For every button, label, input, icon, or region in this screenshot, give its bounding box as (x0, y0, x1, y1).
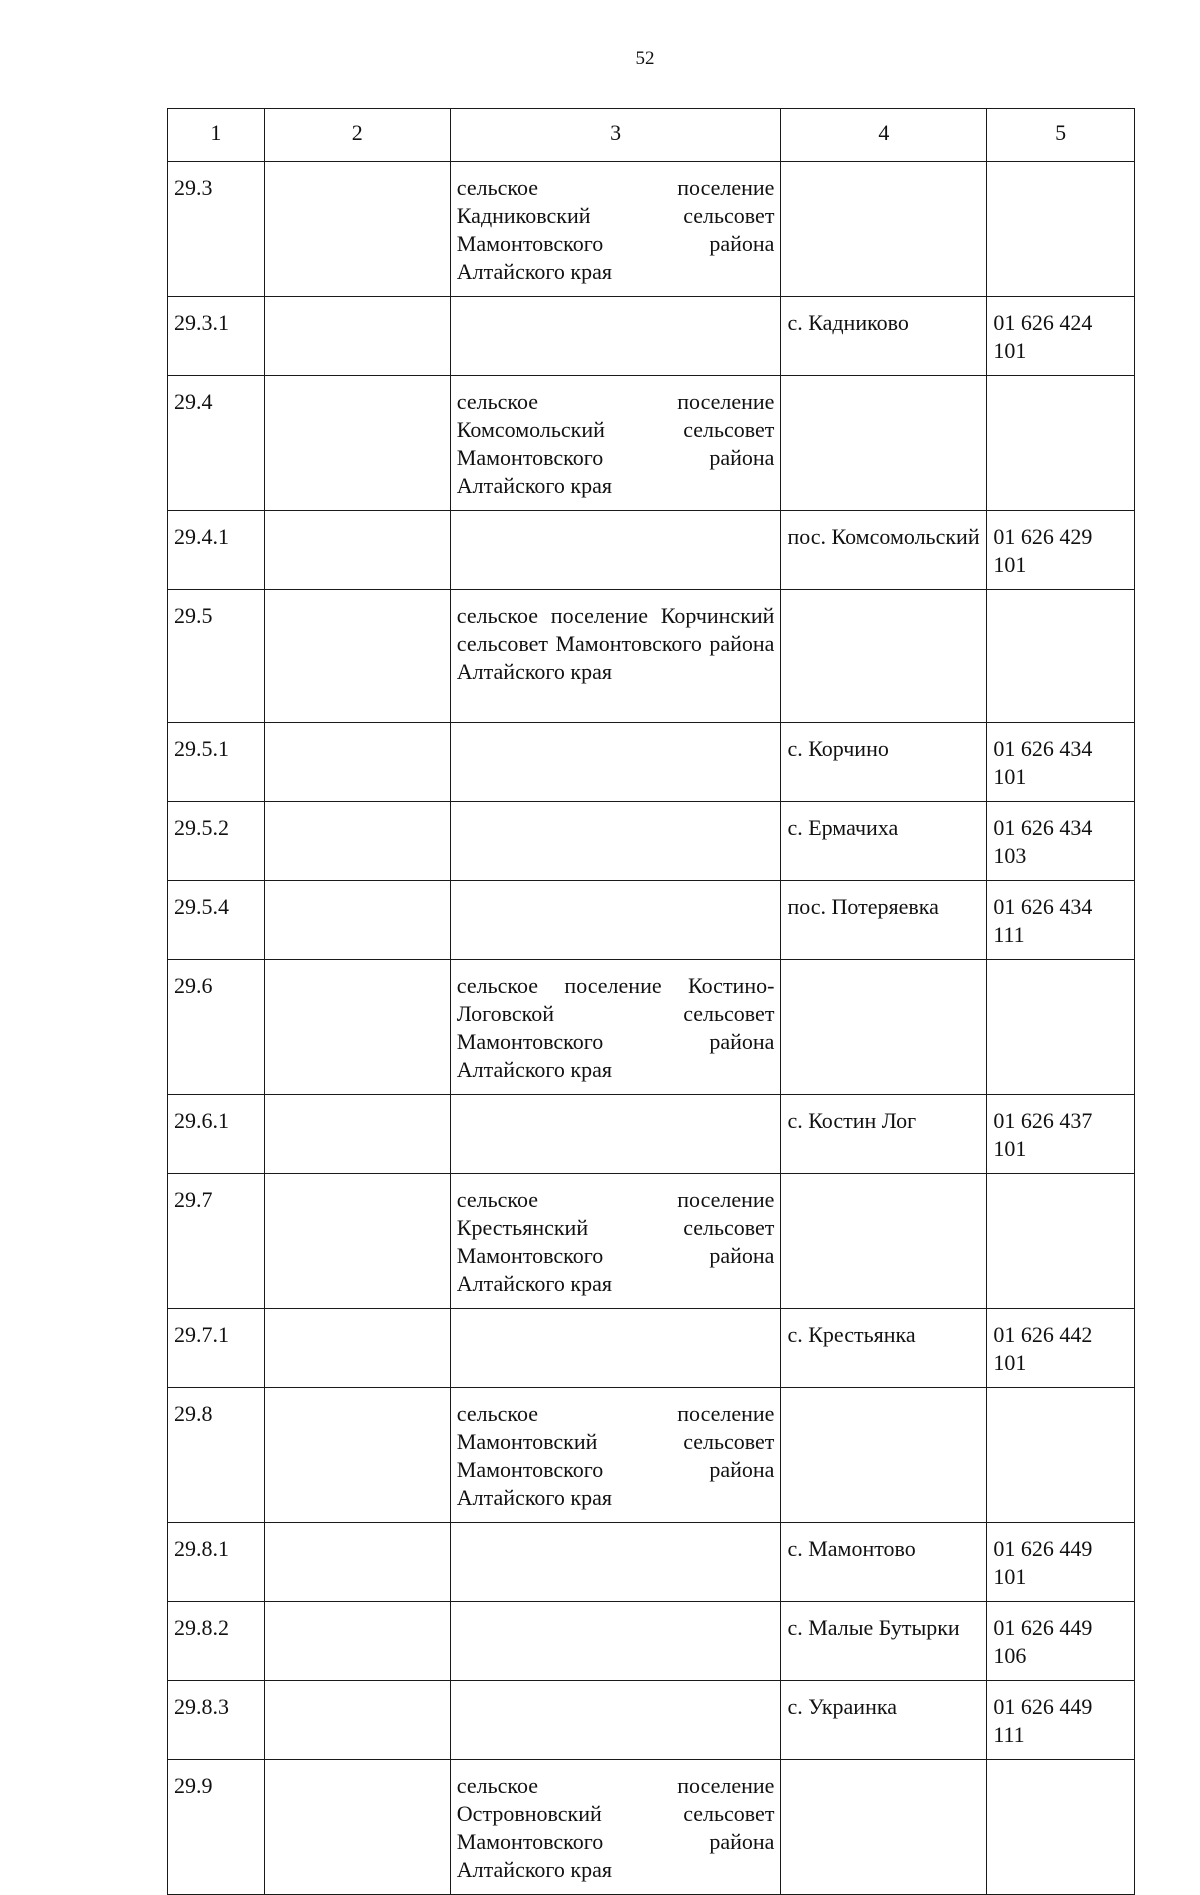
cell-col-2 (264, 723, 450, 802)
cell-col-3 (450, 1095, 781, 1174)
cell-col-2 (264, 1095, 450, 1174)
table-row (168, 162, 1135, 297)
cell-col-5 (987, 960, 1135, 1095)
cell-col-2 (264, 960, 450, 1095)
cell-col-5: 01 626 434 101 (987, 723, 1135, 802)
cell-col-1: 29.4.1 (168, 511, 265, 590)
table-row (168, 1309, 1135, 1388)
cell-col-2 (264, 590, 450, 723)
cell-col-3 (450, 802, 781, 881)
cell-col-4: с. Ермачиха (781, 802, 987, 881)
table-row (168, 1174, 1135, 1309)
cell-col-1: 29.5.1 (168, 723, 265, 802)
cell-col-1: 29.6 (168, 960, 265, 1095)
cell-col-4: с. Кадниково (781, 297, 987, 376)
table-body (168, 162, 1135, 1895)
table-row (168, 1602, 1135, 1681)
cell-col-5: 01 626 449 111 (987, 1681, 1135, 1760)
cell-col-2 (264, 511, 450, 590)
cell-col-5 (987, 162, 1135, 297)
table-row (168, 1523, 1135, 1602)
cell-col-4: с. Крестьянка (781, 1309, 987, 1388)
cell-col-1: 29.5.2 (168, 802, 265, 881)
cell-col-3 (450, 1602, 781, 1681)
cell-col-1: 29.8.1 (168, 1523, 265, 1602)
table-row (168, 297, 1135, 376)
cell-col-2 (264, 1602, 450, 1681)
table-row (168, 1388, 1135, 1523)
cell-col-4 (781, 162, 987, 297)
cell-col-3 (450, 511, 781, 590)
cell-col-3 (450, 1309, 781, 1388)
cell-col-5 (987, 1760, 1135, 1895)
cell-col-2 (264, 1760, 450, 1895)
table-row (168, 590, 1135, 723)
table-row (168, 723, 1135, 802)
cell-col-1: 29.5 (168, 590, 265, 723)
cell-col-4: с. Корчино (781, 723, 987, 802)
page-number: 52 (635, 48, 655, 69)
header-col-2: 2 (264, 109, 450, 162)
cell-col-2 (264, 1309, 450, 1388)
settlements-table (167, 108, 1135, 1895)
cell-col-1: 29.7.1 (168, 1309, 265, 1388)
cell-col-2 (264, 297, 450, 376)
cell-col-3: сельское поселение Кадниковский сельсовет Мамонтовского района Алтайского края (450, 162, 781, 297)
table-row (168, 511, 1135, 590)
cell-col-2 (264, 881, 450, 960)
cell-col-2 (264, 1388, 450, 1523)
cell-col-3: сельское поселение Крестьянский сельсовет Мамонтовского района Алтайского края (450, 1174, 781, 1309)
header-col-1: 1 (168, 109, 265, 162)
cell-col-2 (264, 376, 450, 511)
cell-col-3 (450, 881, 781, 960)
table-row (168, 1681, 1135, 1760)
cell-col-5: 01 626 449 101 (987, 1523, 1135, 1602)
cell-col-1: 29.8 (168, 1388, 265, 1523)
cell-col-1: 29.6.1 (168, 1095, 265, 1174)
header-row (168, 109, 1135, 162)
cell-col-4: с. Малые Бутырки (781, 1602, 987, 1681)
cell-col-3: сельское поселение Мамонтовский сельсовет Мамонтовского района Алтайского края (450, 1388, 781, 1523)
table-row (168, 1095, 1135, 1174)
cell-col-4: с. Украинка (781, 1681, 987, 1760)
cell-col-5 (987, 1388, 1135, 1523)
cell-col-4: пос. Комсомольский (781, 511, 987, 590)
cell-col-1: 29.3 (168, 162, 265, 297)
cell-col-5 (987, 1174, 1135, 1309)
cell-col-5: 01 626 429 101 (987, 511, 1135, 590)
cell-col-4 (781, 1174, 987, 1309)
cell-col-4 (781, 376, 987, 511)
cell-col-3: сельское поселение Корчинский сельсовет Мамонтовского района Алтайского края (450, 590, 781, 723)
cell-col-3: сельское поселение Островновский сельсовет Мамонтовского района Алтайского края (450, 1760, 781, 1895)
cell-col-5: 01 626 434 111 (987, 881, 1135, 960)
cell-col-3 (450, 1523, 781, 1602)
cell-col-2 (264, 1523, 450, 1602)
table-header (168, 109, 1135, 162)
cell-col-2 (264, 162, 450, 297)
cell-col-5: 01 626 434 103 (987, 802, 1135, 881)
cell-col-1: 29.9 (168, 1760, 265, 1895)
cell-col-1: 29.7 (168, 1174, 265, 1309)
cell-col-5: 01 626 449 106 (987, 1602, 1135, 1681)
cell-col-4 (781, 590, 987, 723)
table-row (168, 960, 1135, 1095)
cell-col-2 (264, 1174, 450, 1309)
cell-col-3: сельское поселение Комсомольский сельсовет Мамонтовского района Алтайского края (450, 376, 781, 511)
cell-col-2 (264, 802, 450, 881)
cell-col-4 (781, 1760, 987, 1895)
cell-col-4 (781, 1388, 987, 1523)
cell-col-3 (450, 1681, 781, 1760)
table-row (168, 1760, 1135, 1895)
cell-col-4: с. Мамонтово (781, 1523, 987, 1602)
cell-col-3: сельское поселение Костино-Логовской сельсовет Мамонтовского района Алтайского края (450, 960, 781, 1095)
header-col-5: 5 (987, 109, 1135, 162)
header-col-3: 3 (450, 109, 781, 162)
header-col-4: 4 (781, 109, 987, 162)
cell-col-4 (781, 960, 987, 1095)
cell-col-3 (450, 723, 781, 802)
cell-col-5: 01 626 442 101 (987, 1309, 1135, 1388)
cell-col-1: 29.8.2 (168, 1602, 265, 1681)
cell-col-1: 29.5.4 (168, 881, 265, 960)
cell-col-5 (987, 376, 1135, 511)
cell-col-5: 01 626 424 101 (987, 297, 1135, 376)
cell-col-4: с. Костин Лог (781, 1095, 987, 1174)
cell-col-3 (450, 297, 781, 376)
cell-col-4: пос. Потеряевка (781, 881, 987, 960)
cell-col-1: 29.3.1 (168, 297, 265, 376)
cell-col-1: 29.8.3 (168, 1681, 265, 1760)
cell-col-5 (987, 590, 1135, 723)
cell-col-5: 01 626 437 101 (987, 1095, 1135, 1174)
table-row (168, 802, 1135, 881)
cell-col-2 (264, 1681, 450, 1760)
table-row (168, 376, 1135, 511)
cell-col-1: 29.4 (168, 376, 265, 511)
table-row (168, 881, 1135, 960)
